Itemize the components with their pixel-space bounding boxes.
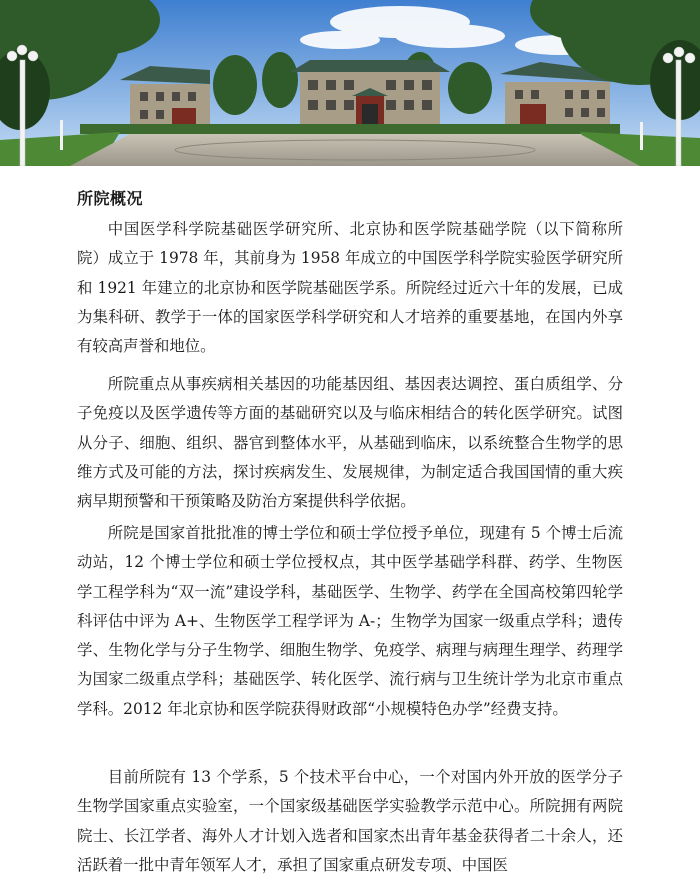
paragraph-degrees-disciplines: 所院是国家首批批准的博士学位和硕士学位授予单位，现建有 5 个博士后流动站，12 个博士学位和硕士学位授权点，其中医学基础学科群、药学、生物医学工程学科为“双一流”建设学科，基础医学、生物学、药学在全国高校第四轮学科评估中评为 A+、生物医学工程学评为 A-；生物学为国家一级重点学科；遗传学、生物化学与分子生物学、细胞生物学、免疫学、病理与病理生理学、药理学为国家二级重点学科；基础医学、转化医学、流行病与卫生统计学为北京市重点学科。2012 年北京协和医学院获得财政部“小规模特色办学”经费支持。 bbox=[77, 524, 623, 718]
paragraph-research-focus: 所院重点从事疾病相关基因的功能基因组、基因表达调控、蛋白质组学、分子免疫以及医学遗传等方面的基础研究以及与临床相结合的转化医学研究。试图从分子、细胞、组织、器官到整体水平，从基础到临床，以系统整合生物学的思维方式及可能的方法，探讨疾病发生、发展规律，为制定适合我国国情的重大疾病早期预警和干预策略及防治方案提供科学依据。 bbox=[77, 375, 623, 511]
campus-banner-image bbox=[0, 0, 700, 166]
paragraph-intro: 中国医学科学院基础医学研究所、北京协和医学院基础学院（以下简称所院）成立于 1978 年，其前身为 1958 年成立的中国医学科学院实验医学研究所和 1921 年建立的北京协和医学院基础医学系。所院经过近六十年的发展，已成为集科研、教学于一体的国家医学科学研究和人才培养的重要基地，在国内外享有较高声誉和地位。 bbox=[77, 220, 623, 356]
section-title: 所院概况 bbox=[77, 189, 144, 208]
paragraph-departments-talent: 目前所院有 13 个学系，5 个技术平台中心，一个对国内外开放的医学分子生物学国家重点实验室，一个国家级基础医学实验教学示范中心。所院拥有两院院士、长江学者、海外人才计划入选者和国家杰出青年基金获得者二十余人，还活跃着一批中青年领军人才，承担了国家重点研发专项、中国医 bbox=[77, 768, 623, 874]
